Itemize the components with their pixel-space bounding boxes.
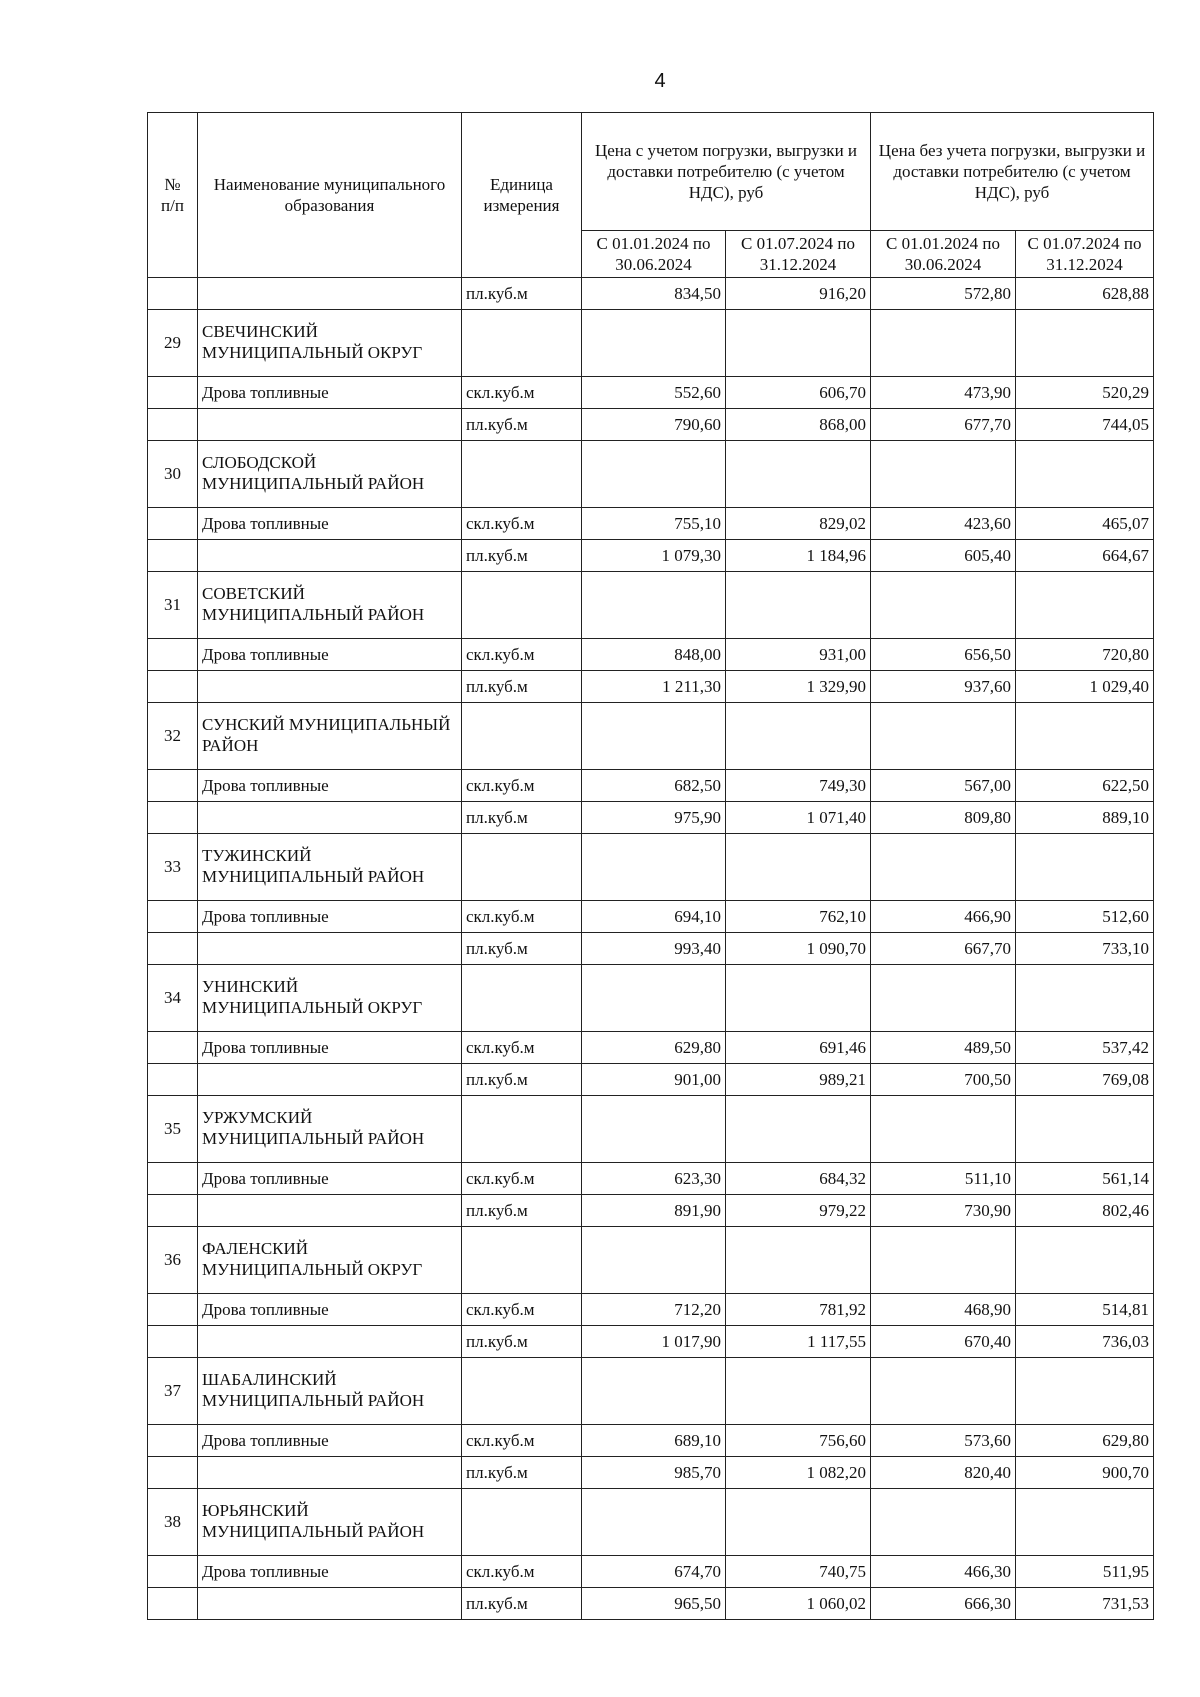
table-row — [148, 1294, 1154, 1326]
unit-cell: скл.куб.м — [462, 1163, 582, 1195]
price-cell: 820,40 — [871, 1457, 1016, 1489]
price-cell — [871, 310, 1016, 377]
price-cell: 573,60 — [871, 1425, 1016, 1457]
price-cell — [871, 1227, 1016, 1294]
price-cell — [871, 1358, 1016, 1425]
price-cell: 989,21 — [726, 1064, 871, 1096]
price-cell: 567,00 — [871, 770, 1016, 802]
row-num-cell — [148, 1588, 198, 1620]
price-cell: 1 184,96 — [726, 540, 871, 572]
header-period: С 01.01.2024 по 30.06.2024 — [871, 231, 1016, 278]
price-cell: 689,10 — [582, 1425, 726, 1457]
unit-cell: пл.куб.м — [462, 933, 582, 965]
price-cell: 667,70 — [871, 933, 1016, 965]
product-name — [198, 1326, 462, 1358]
unit-cell — [462, 572, 582, 639]
municipality-number: 34 — [148, 965, 198, 1032]
price-cell — [1016, 572, 1154, 639]
unit-cell: пл.куб.м — [462, 278, 582, 310]
price-cell: 730,90 — [871, 1195, 1016, 1227]
price-cell — [726, 834, 871, 901]
municipality-row — [148, 965, 1154, 1032]
table-row — [148, 802, 1154, 834]
row-num-cell — [148, 671, 198, 703]
header-period: С 01.07.2024 по 31.12.2024 — [1016, 231, 1154, 278]
price-cell: 656,50 — [871, 639, 1016, 671]
table-row — [148, 1425, 1154, 1457]
price-cell — [582, 703, 726, 770]
unit-cell: скл.куб.м — [462, 1294, 582, 1326]
price-cell: 674,70 — [582, 1556, 726, 1588]
product-name — [198, 933, 462, 965]
row-num-cell — [148, 1326, 198, 1358]
price-cell: 691,46 — [726, 1032, 871, 1064]
price-cell: 762,10 — [726, 901, 871, 933]
price-cell — [871, 834, 1016, 901]
table-row — [148, 1195, 1154, 1227]
price-cell: 781,92 — [726, 1294, 871, 1326]
price-cell: 628,88 — [1016, 278, 1154, 310]
price-cell: 552,60 — [582, 377, 726, 409]
price-cell: 677,70 — [871, 409, 1016, 441]
row-name-cell — [198, 278, 462, 310]
price-cell: 809,80 — [871, 802, 1016, 834]
row-num-cell — [148, 639, 198, 671]
row-num-cell — [148, 901, 198, 933]
price-cell — [582, 1358, 726, 1425]
price-cell: 901,00 — [582, 1064, 726, 1096]
table-body — [148, 278, 1154, 1620]
unit-cell: скл.куб.м — [462, 1556, 582, 1588]
price-cell — [871, 1489, 1016, 1556]
header-price-without-delivery: Цена без учета погрузки, выгрузки и доставки потребителю (с учетом НДС), руб — [871, 113, 1154, 231]
product-name — [198, 802, 462, 834]
unit-cell: скл.куб.м — [462, 770, 582, 802]
price-cell: 985,70 — [582, 1457, 726, 1489]
price-cell — [726, 310, 871, 377]
municipality-number: 35 — [148, 1096, 198, 1163]
row-num-cell — [148, 409, 198, 441]
unit-cell: пл.куб.м — [462, 1195, 582, 1227]
unit-cell — [462, 1489, 582, 1556]
price-cell: 514,81 — [1016, 1294, 1154, 1326]
price-cell — [582, 441, 726, 508]
price-cell: 670,40 — [871, 1326, 1016, 1358]
municipality-row — [148, 1227, 1154, 1294]
unit-cell: пл.куб.м — [462, 1457, 582, 1489]
price-cell: 868,00 — [726, 409, 871, 441]
product-name — [198, 409, 462, 441]
price-cell — [871, 703, 1016, 770]
price-cell: 511,95 — [1016, 1556, 1154, 1588]
price-cell: 473,90 — [871, 377, 1016, 409]
product-name — [198, 540, 462, 572]
product-name — [198, 671, 462, 703]
price-cell: 629,80 — [1016, 1425, 1154, 1457]
price-cell: 965,50 — [582, 1588, 726, 1620]
price-cell: 790,60 — [582, 409, 726, 441]
price-cell: 756,60 — [726, 1425, 871, 1457]
price-cell — [726, 1358, 871, 1425]
product-name: Дрова топливные — [198, 1163, 462, 1195]
price-cell: 1 029,40 — [1016, 671, 1154, 703]
header-period: С 01.07.2024 по 31.12.2024 — [726, 231, 871, 278]
municipality-name: ШАБАЛИНСКИЙ МУНИЦИПАЛЬНЫЙ РАЙОН — [198, 1358, 462, 1425]
price-cell: 700,50 — [871, 1064, 1016, 1096]
table-row — [148, 377, 1154, 409]
table-row — [148, 278, 1154, 310]
price-cell: 740,75 — [726, 1556, 871, 1588]
unit-cell: скл.куб.м — [462, 901, 582, 933]
row-num-cell — [148, 1457, 198, 1489]
price-cell: 664,67 — [1016, 540, 1154, 572]
page-number: 4 — [654, 70, 666, 92]
price-cell: 666,30 — [871, 1588, 1016, 1620]
table-row — [148, 901, 1154, 933]
price-cell — [1016, 1096, 1154, 1163]
municipality-name: СОВЕТСКИЙ МУНИЦИПАЛЬНЫЙ РАЙОН — [198, 572, 462, 639]
price-cell: 1 082,20 — [726, 1457, 871, 1489]
price-cell: 1 329,90 — [726, 671, 871, 703]
table-row — [148, 933, 1154, 965]
row-num-cell — [148, 278, 198, 310]
price-cell: 468,90 — [871, 1294, 1016, 1326]
price-cell — [726, 572, 871, 639]
municipality-number: 33 — [148, 834, 198, 901]
price-cell — [871, 572, 1016, 639]
row-num-cell — [148, 1294, 198, 1326]
municipality-name: СУНСКИЙ МУНИЦИПАЛЬНЫЙ РАЙОН — [198, 703, 462, 770]
price-cell: 889,10 — [1016, 802, 1154, 834]
price-cell — [1016, 834, 1154, 901]
unit-cell: скл.куб.м — [462, 1425, 582, 1457]
municipality-row — [148, 310, 1154, 377]
municipality-number: 36 — [148, 1227, 198, 1294]
municipality-number: 38 — [148, 1489, 198, 1556]
price-cell: 733,10 — [1016, 933, 1154, 965]
municipality-number: 37 — [148, 1358, 198, 1425]
price-cell — [1016, 1227, 1154, 1294]
municipality-row — [148, 572, 1154, 639]
price-cell: 606,70 — [726, 377, 871, 409]
product-name — [198, 1588, 462, 1620]
price-cell: 1 090,70 — [726, 933, 871, 965]
table-row — [148, 1457, 1154, 1489]
municipality-name: УРЖУМСКИЙ МУНИЦИПАЛЬНЫЙ РАЙОН — [198, 1096, 462, 1163]
header-price-with-delivery: Цена с учетом погрузки, выгрузки и доставки потребителю (с учетом НДС), руб — [582, 113, 871, 231]
price-cell: 629,80 — [582, 1032, 726, 1064]
product-name: Дрова топливные — [198, 377, 462, 409]
price-cell: 1 079,30 — [582, 540, 726, 572]
table-row — [148, 1326, 1154, 1358]
price-cell: 489,50 — [871, 1032, 1016, 1064]
price-cell: 465,07 — [1016, 508, 1154, 540]
unit-cell — [462, 310, 582, 377]
price-cell: 605,40 — [871, 540, 1016, 572]
unit-cell: пл.куб.м — [462, 802, 582, 834]
price-cell: 802,46 — [1016, 1195, 1154, 1227]
municipality-number: 30 — [148, 441, 198, 508]
unit-cell: пл.куб.м — [462, 1588, 582, 1620]
price-cell — [871, 1096, 1016, 1163]
municipality-row — [148, 1096, 1154, 1163]
price-cell: 979,22 — [726, 1195, 871, 1227]
price-cell — [871, 441, 1016, 508]
table-row — [148, 540, 1154, 572]
price-cell: 1 017,90 — [582, 1326, 726, 1358]
unit-cell — [462, 703, 582, 770]
unit-cell: скл.куб.м — [462, 377, 582, 409]
price-cell: 466,30 — [871, 1556, 1016, 1588]
price-cell: 682,50 — [582, 770, 726, 802]
price-cell: 848,00 — [582, 639, 726, 671]
price-cell — [582, 834, 726, 901]
table-row — [148, 409, 1154, 441]
municipality-row — [148, 703, 1154, 770]
price-table — [147, 112, 1154, 1620]
price-cell: 572,80 — [871, 278, 1016, 310]
unit-cell: пл.куб.м — [462, 671, 582, 703]
row-num-cell — [148, 1195, 198, 1227]
row-num-cell — [148, 933, 198, 965]
price-cell: 1 117,55 — [726, 1326, 871, 1358]
table-row — [148, 770, 1154, 802]
price-cell — [726, 965, 871, 1032]
row-num-cell — [148, 1425, 198, 1457]
product-name: Дрова топливные — [198, 1556, 462, 1588]
table-row — [148, 508, 1154, 540]
price-cell: 520,29 — [1016, 377, 1154, 409]
price-cell: 937,60 — [871, 671, 1016, 703]
price-cell: 537,42 — [1016, 1032, 1154, 1064]
table-row — [148, 1032, 1154, 1064]
header-name: Наименование муниципального образования — [198, 113, 462, 278]
price-cell — [1016, 310, 1154, 377]
product-name: Дрова топливные — [198, 901, 462, 933]
table-row — [148, 1588, 1154, 1620]
municipality-name: ТУЖИНСКИЙ МУНИЦИПАЛЬНЫЙ РАЙОН — [198, 834, 462, 901]
unit-cell: пл.куб.м — [462, 1064, 582, 1096]
price-cell: 829,02 — [726, 508, 871, 540]
price-cell — [582, 965, 726, 1032]
unit-cell — [462, 1358, 582, 1425]
price-cell: 755,10 — [582, 508, 726, 540]
header-unit: Единица измерения — [462, 113, 582, 278]
product-name: Дрова топливные — [198, 639, 462, 671]
price-cell — [726, 1096, 871, 1163]
price-cell: 891,90 — [582, 1195, 726, 1227]
price-cell — [726, 1489, 871, 1556]
price-cell — [1016, 1489, 1154, 1556]
product-name: Дрова топливные — [198, 1425, 462, 1457]
price-cell: 720,80 — [1016, 639, 1154, 671]
price-cell: 466,90 — [871, 901, 1016, 933]
row-num-cell — [148, 1556, 198, 1588]
price-cell: 736,03 — [1016, 1326, 1154, 1358]
price-cell — [1016, 1358, 1154, 1425]
municipality-row — [148, 1489, 1154, 1556]
unit-cell — [462, 1227, 582, 1294]
row-num-cell — [148, 508, 198, 540]
municipality-name: СЛОБОДСКОЙ МУНИЦИПАЛЬНЫЙ РАЙОН — [198, 441, 462, 508]
price-cell — [1016, 441, 1154, 508]
table-row — [148, 1064, 1154, 1096]
table-row — [148, 1556, 1154, 1588]
price-cell — [582, 572, 726, 639]
row-num-cell — [148, 377, 198, 409]
price-cell: 731,53 — [1016, 1588, 1154, 1620]
price-cell: 916,20 — [726, 278, 871, 310]
price-cell: 512,60 — [1016, 901, 1154, 933]
price-cell — [582, 1096, 726, 1163]
row-num-cell — [148, 770, 198, 802]
price-cell: 769,08 — [1016, 1064, 1154, 1096]
row-num-cell — [148, 1064, 198, 1096]
price-cell: 1 071,40 — [726, 802, 871, 834]
price-cell: 975,90 — [582, 802, 726, 834]
municipality-row — [148, 441, 1154, 508]
price-cell — [726, 1227, 871, 1294]
price-cell — [1016, 965, 1154, 1032]
municipality-row — [148, 1358, 1154, 1425]
price-cell: 684,32 — [726, 1163, 871, 1195]
price-cell: 931,00 — [726, 639, 871, 671]
price-cell: 622,50 — [1016, 770, 1154, 802]
row-num-cell — [148, 802, 198, 834]
unit-cell: пл.куб.м — [462, 1326, 582, 1358]
price-cell — [1016, 703, 1154, 770]
municipality-row — [148, 834, 1154, 901]
product-name: Дрова топливные — [198, 770, 462, 802]
unit-cell — [462, 441, 582, 508]
price-cell: 623,30 — [582, 1163, 726, 1195]
price-cell: 561,14 — [1016, 1163, 1154, 1195]
price-cell: 1 211,30 — [582, 671, 726, 703]
price-cell: 511,10 — [871, 1163, 1016, 1195]
municipality-name: ЮРЬЯНСКИЙ МУНИЦИПАЛЬНЫЙ РАЙОН — [198, 1489, 462, 1556]
municipality-number: 32 — [148, 703, 198, 770]
price-cell: 744,05 — [1016, 409, 1154, 441]
price-cell — [582, 310, 726, 377]
unit-cell: пл.куб.м — [462, 409, 582, 441]
table-row — [148, 1163, 1154, 1195]
row-num-cell — [148, 1032, 198, 1064]
price-cell: 423,60 — [871, 508, 1016, 540]
price-cell: 749,30 — [726, 770, 871, 802]
price-cell — [582, 1227, 726, 1294]
unit-cell — [462, 1096, 582, 1163]
product-name: Дрова топливные — [198, 1294, 462, 1326]
municipality-name: УНИНСКИЙ МУНИЦИПАЛЬНЫЙ ОКРУГ — [198, 965, 462, 1032]
price-cell: 993,40 — [582, 933, 726, 965]
price-cell — [726, 703, 871, 770]
header-num: № п/п — [148, 113, 198, 278]
row-num-cell — [148, 540, 198, 572]
product-name — [198, 1457, 462, 1489]
unit-cell — [462, 965, 582, 1032]
municipality-name: ФАЛЕНСКИЙ МУНИЦИПАЛЬНЫЙ ОКРУГ — [198, 1227, 462, 1294]
municipality-number: 31 — [148, 572, 198, 639]
table-row — [148, 671, 1154, 703]
unit-cell: скл.куб.м — [462, 508, 582, 540]
unit-cell: скл.куб.м — [462, 1032, 582, 1064]
table-row — [148, 639, 1154, 671]
product-name: Дрова топливные — [198, 508, 462, 540]
price-cell: 694,10 — [582, 901, 726, 933]
row-num-cell — [148, 1163, 198, 1195]
header-period: С 01.01.2024 по 30.06.2024 — [582, 231, 726, 278]
unit-cell — [462, 834, 582, 901]
price-cell: 1 060,02 — [726, 1588, 871, 1620]
price-cell: 712,20 — [582, 1294, 726, 1326]
price-cell: 834,50 — [582, 278, 726, 310]
product-name — [198, 1195, 462, 1227]
price-cell — [871, 965, 1016, 1032]
municipality-number: 29 — [148, 310, 198, 377]
unit-cell: пл.куб.м — [462, 540, 582, 572]
municipality-name: СВЕЧИНСКИЙ МУНИЦИПАЛЬНЫЙ ОКРУГ — [198, 310, 462, 377]
price-cell — [582, 1489, 726, 1556]
product-name: Дрова топливные — [198, 1032, 462, 1064]
product-name — [198, 1064, 462, 1096]
price-cell — [726, 441, 871, 508]
price-cell: 900,70 — [1016, 1457, 1154, 1489]
unit-cell: скл.куб.м — [462, 639, 582, 671]
